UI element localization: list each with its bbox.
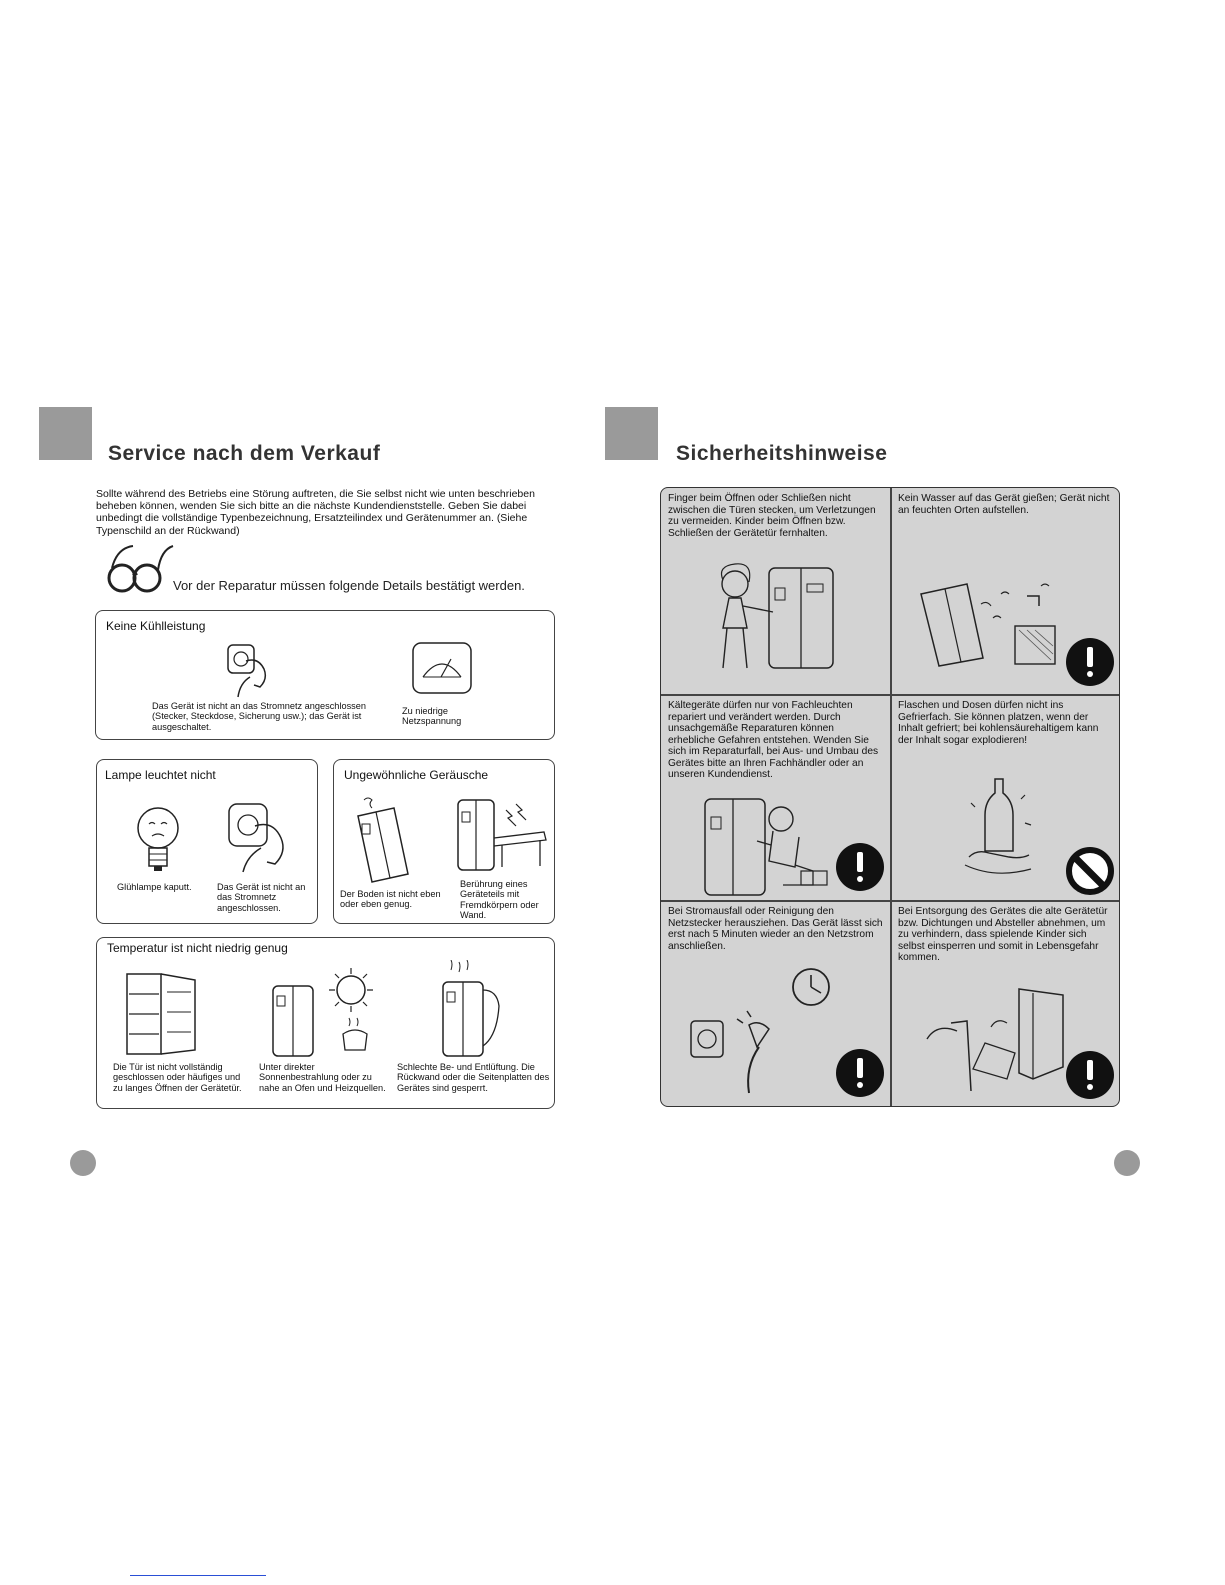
panel-title: Lampe leuchtet nicht <box>105 768 216 782</box>
safety-cell-repair <box>661 695 891 902</box>
panel-title: Keine Kühlleistung <box>106 619 206 633</box>
safety-cell-disposal <box>891 901 1120 1107</box>
caption-not-connected: Das Gerät ist nicht an das Stromnetz angeschlossen (Stecker, Steckdose, Sicherung usw.); das Gerät ist ausgeschaltet. <box>152 701 366 732</box>
disposal-illustration <box>921 983 1081 1095</box>
page-title-service: Service nach dem Verkauf <box>108 442 381 465</box>
footer-link-underline[interactable] <box>130 1575 266 1576</box>
caption-low-voltage: Zu niedrige Netzspannung <box>402 706 462 727</box>
caption-bulb-broken: Glühlampe kaputt. <box>117 882 192 892</box>
safety-text: Flaschen und Dosen dürfen nicht ins Gefrierfach. Sie können platzen, wenn der Inhalt gefriert; bei kohlensäurehaltigem kann der Inhalt sogar explodieren! <box>898 700 1099 746</box>
page-number-marker-left <box>70 1150 96 1176</box>
tilted-fridge-icon <box>344 794 416 884</box>
plug-socket-icon <box>224 641 272 701</box>
safety-cell-power <box>661 901 891 1107</box>
safety-text: Kältegeräte dürfen nur von Fachleuchten repariert und verändert werden. Durch unsachgemäße Reparaturen können erhebliche Gefahren entstehen. Wenden Sie sich im Reparaturfall, bei Aus- und Umbau des Gerätes bitte an Ihren Fachhändler oder an unseren Kundendienst. <box>668 700 879 780</box>
caption-door-open: Die Tür ist nicht vollständig geschlossen oder häufiges und zu langes Öffnen der Gerätetür. <box>113 1062 242 1093</box>
bursting-bottle-illustration <box>959 773 1039 883</box>
clock-plug-illustration <box>687 967 837 1097</box>
caption-not-connected: Das Gerät ist nicht an das Stromnetz angeschlossen. <box>217 882 306 913</box>
intro-paragraph: Sollte während des Betriebs eine Störung auftreten, die Sie selbst nicht wie unten beschrieben beheben können, wenden Sie sich bitte an die nächste Kundendienststelle. Geben Sie dabei unbedingt die vollständige Typenbezeichnung, Ersatzteilindex und Gerätenummer an. (Siehe Typenschild an der Rückwand) <box>96 488 535 537</box>
fridge-sun-stove-icon <box>265 962 387 1060</box>
caption-touching-objects: Berührung eines Geräteteils mit Fremdkörpern oder Wand. <box>460 879 539 920</box>
voltmeter-icon <box>411 641 473 695</box>
safety-text: Bei Entsorgung des Gerätes die alte Gerätetür bzw. Dichtungen und Absteller abnehmen, um zu verhindern, dass spielende Kinder sich selbst einsperren und somit in Lebensgefahr kommen. <box>898 906 1108 963</box>
panel-title: Ungewöhnliche Geräusche <box>344 768 489 782</box>
child-repair-illustration <box>699 795 831 899</box>
panel-title: Temperatur ist nicht niedrig genug <box>107 941 288 955</box>
panel-temperature <box>96 937 555 1109</box>
panel-lamp <box>96 759 318 924</box>
safety-text: Kein Wasser auf das Gerät gießen; Gerät nicht an feuchten Orten aufstellen. <box>898 493 1110 516</box>
caption-poor-ventilation: Schlechte Be- und Entlüftung. Die Rückwand oder die Seitenplatten des Gerätes sind gesperrt. <box>397 1062 550 1093</box>
section-marker-right <box>605 407 658 460</box>
open-fridge-icon <box>119 968 201 1058</box>
safety-cell-bottles <box>891 695 1120 902</box>
caption-sun-heat: Unter direkter Sonnenbestrahlung oder zu nahe an Ofen und Heizquellen. <box>259 1062 386 1093</box>
plug-socket-icon <box>223 798 295 873</box>
water-splash-illustration <box>911 574 1061 674</box>
fridge-touching-table-icon <box>454 790 549 872</box>
safety-text: Bei Stromausfall oder Reinigung den Netzstecker herausziehen. Das Gerät lässt sich erst nach 5 Minuten wieder an den Netzstrom anschließen. <box>668 906 883 952</box>
woman-fridge-illustration <box>709 554 839 674</box>
page-number-marker-right <box>1114 1150 1140 1176</box>
panel-noise <box>333 759 555 924</box>
fridge-blocked-icon <box>437 960 505 1060</box>
safety-cell-water <box>891 488 1120 695</box>
lightbulb-icon <box>135 804 181 874</box>
safety-cell-fingers <box>661 488 891 695</box>
caption-uneven-floor: Der Boden ist nicht eben oder eben genug. <box>340 889 441 910</box>
check-instruction: Vor der Reparatur müssen folgende Details bestätigt werden. <box>173 578 525 593</box>
warning-icon <box>1066 638 1114 686</box>
safety-instructions-grid <box>660 487 1120 1107</box>
warning-icon <box>836 843 884 891</box>
section-marker-left <box>39 407 92 460</box>
safety-text: Finger beim Öffnen oder Schließen nicht zwischen die Türen stecken, um Verletzungen zu vermeiden. Kinder beim Öffnen bzw. Schließen der Gerätetür fernhalten. <box>668 493 876 539</box>
prohibited-icon <box>1066 847 1114 895</box>
glasses-icon <box>103 542 175 594</box>
panel-no-cooling <box>95 610 555 740</box>
warning-icon <box>836 1049 884 1097</box>
warning-icon <box>1066 1051 1114 1099</box>
page-title-safety: Sicherheitshinweise <box>676 442 888 465</box>
